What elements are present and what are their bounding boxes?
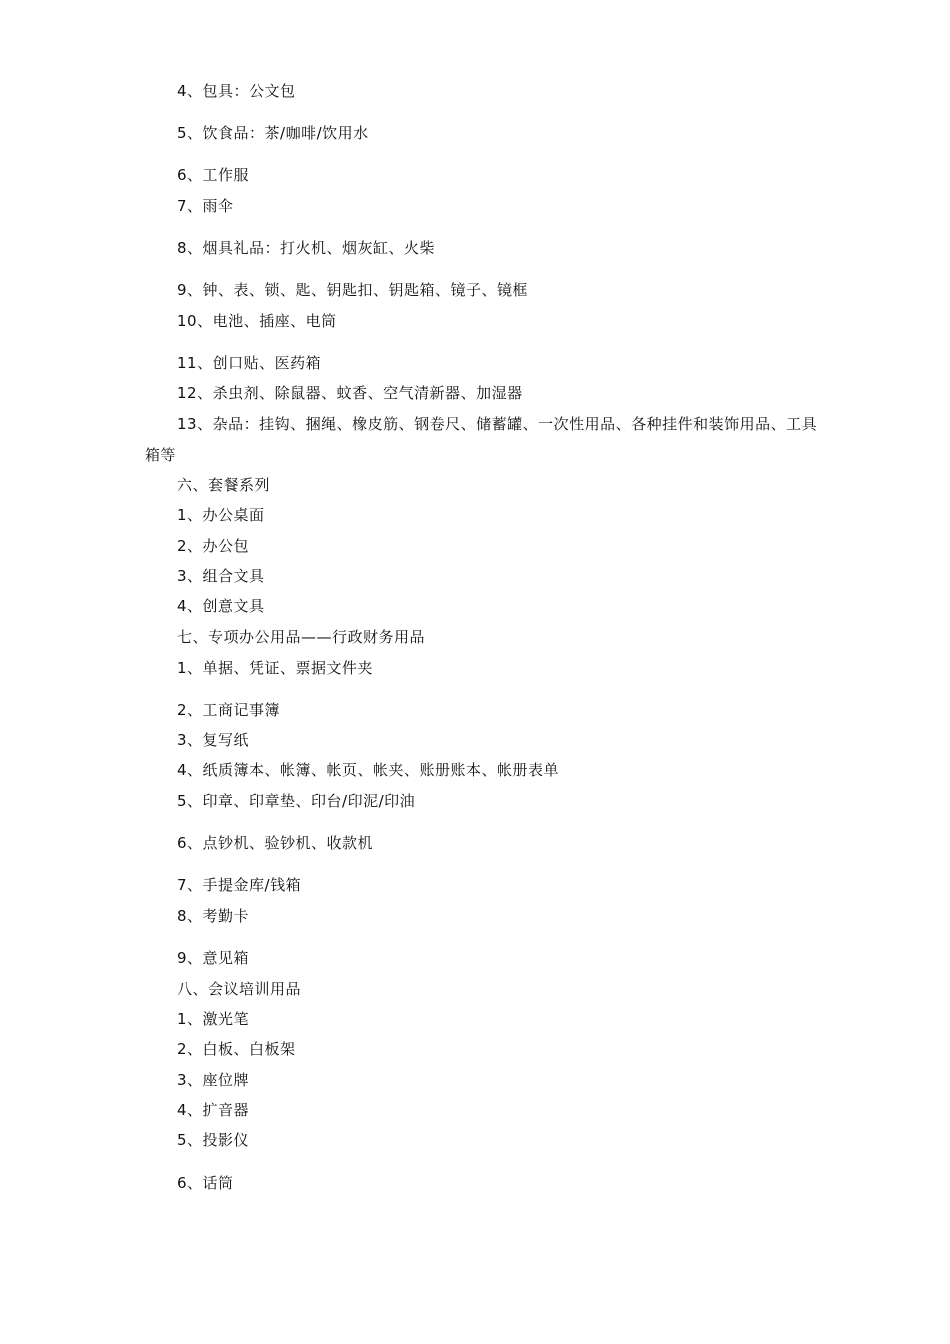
- section-heading: 七、专项办公用品——行政财务用品: [177, 628, 426, 646]
- text-line: 8、考勤卡: [177, 907, 250, 925]
- text-line: 13、杂品：挂钩、捆绳、橡皮筋、钢卷尺、储蓄罐、一次性用品、各种挂件和装饰用品、工具: [177, 415, 818, 433]
- text-line: 9、意见箱: [177, 949, 250, 967]
- text-line: 3、座位牌: [177, 1071, 250, 1089]
- text-line: 1、单据、凭证、票据文件夹: [177, 659, 374, 677]
- text-line: 4、纸质簿本、帐簿、帐页、帐夹、账册账本、帐册表单: [177, 761, 560, 779]
- text-line: 3、复写纸: [177, 731, 250, 749]
- section-heading: 六、套餐系列: [177, 476, 271, 494]
- text-line: 7、雨伞: [177, 197, 234, 215]
- text-line-continuation: 箱等: [145, 446, 177, 464]
- text-line: 8、烟具礼品：打火机、烟灰缸、火柴: [177, 239, 436, 257]
- text-line: 4、扩音器: [177, 1101, 250, 1119]
- text-line: 2、办公包: [177, 537, 250, 555]
- text-line: 10、电池、插座、电筒: [177, 312, 337, 330]
- text-line: 2、工商记事簿: [177, 701, 281, 719]
- section-heading: 八、会议培训用品: [177, 980, 302, 998]
- text-line: 5、印章、印章垫、印台/印泥/印油: [177, 792, 416, 810]
- text-line: 6、点钞机、验钞机、收款机: [177, 834, 374, 852]
- text-line: 11、创口贴、医药箱: [177, 354, 322, 372]
- text-line: 2、白板、白板架: [177, 1040, 296, 1058]
- text-line: 5、投影仪: [177, 1131, 250, 1149]
- text-line: 6、话筒: [177, 1174, 234, 1192]
- text-line: 4、创意文具: [177, 597, 265, 615]
- text-line: 6、工作服: [177, 166, 250, 184]
- text-line: 1、办公桌面: [177, 506, 265, 524]
- text-line: 7、手提金库/钱箱: [177, 876, 302, 894]
- text-line: 9、钟、表、锁、匙、钥匙扣、钥匙箱、镜子、镜框: [177, 281, 529, 299]
- text-line: 3、组合文具: [177, 567, 265, 585]
- text-line: 4、包具：公文包: [177, 82, 296, 100]
- text-line: 1、激光笔: [177, 1010, 250, 1028]
- text-line: 12、杀虫剂、除鼠器、蚊香、空气清新器、加湿器: [177, 384, 523, 402]
- text-line: 5、饮食品：茶/咖啡/饮用水: [177, 124, 369, 142]
